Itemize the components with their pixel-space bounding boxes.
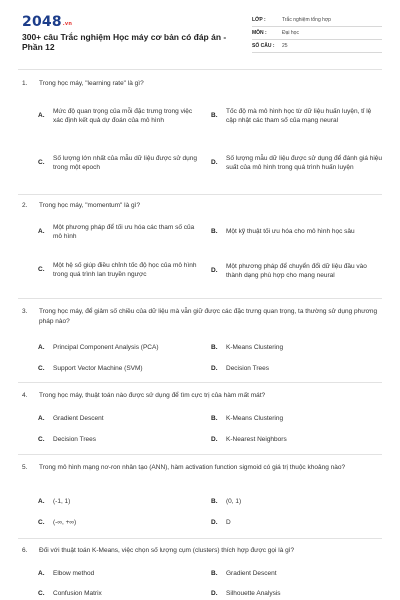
option-b[interactable] bbox=[211, 343, 383, 353]
option-letter: B. bbox=[211, 228, 218, 236]
meta-row-count bbox=[252, 40, 382, 53]
question-5 bbox=[22, 463, 382, 483]
option-letter: D. bbox=[211, 365, 218, 372]
document-title: 300+ câu Trắc nghiệm Học máy cơ bản có đáp án - Phần 12 bbox=[22, 32, 227, 52]
option-b[interactable] bbox=[211, 497, 383, 507]
question-text: Trong mô hình mạng nơ-ron nhân tạo (ANN), hàm activation function sigmoid có giá trị thuộc khoảng nào? bbox=[39, 464, 346, 471]
option-text: Principal Component Analysis (PCA) bbox=[53, 344, 159, 351]
option-d[interactable] bbox=[211, 364, 383, 374]
option-letter: C. bbox=[38, 590, 45, 597]
question-text: Trong học máy, thuật toán nào được sử dụng để tìm cực trị của hàm mất mát? bbox=[39, 392, 266, 399]
option-text: K-Means Clustering bbox=[226, 415, 284, 422]
option-a[interactable] bbox=[38, 414, 204, 424]
meta-key: SỐ CÂU : bbox=[252, 43, 275, 49]
divider bbox=[18, 538, 382, 539]
meta-value: Đại học bbox=[282, 30, 299, 36]
option-text: Số lượng mẫu dữ liệu được sử dụng để đánh giá hiệu suất của mô hình trong quá trình huấn luyện bbox=[226, 154, 383, 171]
divider bbox=[18, 454, 382, 455]
question-text: Trong học máy, "learning rate" là gì? bbox=[39, 80, 144, 87]
option-text: Decision Trees bbox=[53, 436, 96, 443]
option-text: Mức độ quan trọng của mỗi đặc trưng trong việc xác định kết quả dự đoán của mô hình bbox=[53, 107, 193, 124]
question-number: 1. bbox=[22, 80, 28, 87]
option-letter: B. bbox=[211, 415, 218, 422]
option-text: K-Nearest Neighbors bbox=[226, 436, 287, 443]
divider bbox=[18, 194, 382, 195]
option-text: Một kỹ thuật tối ưu hóa cho mô hình học sâu bbox=[226, 228, 355, 236]
site-logo[interactable] bbox=[22, 14, 72, 30]
divider bbox=[18, 298, 382, 299]
option-d[interactable] bbox=[211, 435, 383, 445]
page-header bbox=[0, 0, 400, 60]
option-text: Elbow method bbox=[53, 570, 95, 577]
option-letter: A. bbox=[38, 415, 45, 422]
option-c[interactable] bbox=[38, 148, 204, 178]
option-text: Tốc độ mà mô hình học từ dữ liệu huấn luyện, tỉ lệ cập nhật các tham số của mạng neural bbox=[226, 107, 372, 124]
meta-key: LỚP : bbox=[252, 17, 266, 23]
option-letter: C. bbox=[38, 266, 45, 274]
option-text: (-∞, +∞) bbox=[53, 519, 77, 526]
option-text: (-1, 1) bbox=[53, 498, 71, 505]
option-letter: B. bbox=[211, 498, 218, 505]
option-letter: C. bbox=[38, 519, 45, 526]
option-letter: C. bbox=[38, 159, 45, 167]
question-number: 6. bbox=[22, 547, 28, 554]
option-letter: A. bbox=[38, 228, 45, 236]
option-text: Support Vector Machine (SVM) bbox=[53, 365, 143, 372]
option-letter: B. bbox=[211, 344, 218, 351]
option-c[interactable] bbox=[38, 589, 204, 599]
meta-value: Trắc nghiệm tổng hợp bbox=[282, 17, 331, 23]
logo-suffix: .vn bbox=[62, 21, 73, 27]
question-number: 3. bbox=[22, 308, 28, 315]
option-b[interactable] bbox=[211, 222, 383, 242]
option-text: D bbox=[226, 519, 231, 526]
meta-value: 25 bbox=[282, 43, 288, 49]
question-number: 4. bbox=[22, 392, 28, 399]
option-text: Gradient Descent bbox=[53, 415, 104, 422]
document-meta bbox=[252, 14, 382, 53]
option-a[interactable] bbox=[38, 101, 204, 131]
option-text: Một hệ số giúp điều chỉnh tốc độ học của mô hình trong quá trình lan truyền ngược bbox=[53, 261, 197, 278]
option-letter: C. bbox=[38, 365, 45, 372]
option-letter: D. bbox=[211, 519, 218, 526]
option-d[interactable] bbox=[211, 518, 383, 528]
option-a[interactable] bbox=[38, 497, 204, 507]
option-a[interactable] bbox=[38, 569, 204, 579]
divider bbox=[18, 382, 382, 383]
option-text: (0, 1) bbox=[226, 498, 242, 505]
option-letter: D. bbox=[211, 267, 218, 275]
option-letter: A. bbox=[38, 344, 45, 351]
question-text: Trong học máy, "momentum" là gì? bbox=[39, 202, 141, 209]
option-d[interactable] bbox=[211, 148, 383, 178]
question-number: 5. bbox=[22, 464, 28, 471]
option-letter: A. bbox=[38, 112, 45, 120]
option-letter: B. bbox=[211, 112, 218, 120]
option-c[interactable] bbox=[38, 260, 204, 280]
option-letter: A. bbox=[38, 498, 45, 505]
option-d[interactable] bbox=[211, 589, 383, 599]
option-text: Một phương pháp để tối ưu hóa các tham số của mô hình bbox=[53, 223, 195, 240]
option-b[interactable] bbox=[211, 101, 383, 131]
option-c[interactable] bbox=[38, 435, 204, 445]
option-c[interactable] bbox=[38, 518, 204, 528]
meta-row-subject bbox=[252, 27, 382, 40]
question-text: Trong học máy, để giảm số chiều của dữ liệu mà vẫn giữ được các đặc trưng quan trọng, ta thường sử dụng phương pháp nào? bbox=[39, 308, 378, 325]
option-a[interactable] bbox=[38, 343, 204, 353]
option-letter: C. bbox=[38, 436, 45, 443]
question-number: 2. bbox=[22, 202, 28, 209]
meta-key: MÔN : bbox=[252, 30, 267, 36]
divider bbox=[18, 69, 382, 70]
option-text: Số lượng lớn nhất của mẫu dữ liệu được sử dụng trong một epoch bbox=[53, 154, 198, 171]
option-text: K-Means Clustering bbox=[226, 344, 284, 351]
question-3 bbox=[22, 307, 382, 327]
option-text: Một phương pháp để chuyển đổi dữ liệu đầu vào thành dạng phù hợp cho mạng neural bbox=[226, 262, 367, 279]
option-a[interactable] bbox=[38, 222, 204, 242]
option-letter: A. bbox=[38, 570, 45, 577]
option-text: Decision Trees bbox=[226, 365, 269, 372]
option-text: Confusion Matrix bbox=[53, 590, 102, 597]
option-b[interactable] bbox=[211, 569, 383, 579]
option-letter: B. bbox=[211, 570, 218, 577]
option-d[interactable] bbox=[211, 256, 383, 286]
meta-row-class bbox=[252, 14, 382, 27]
question-text: Đối với thuật toán K-Means, việc chọn số lượng cụm (clusters) thích hợp được gọi là gì? bbox=[39, 547, 295, 554]
option-text: Silhouette Analysis bbox=[226, 590, 281, 597]
option-letter: D. bbox=[211, 436, 218, 443]
option-letter: D. bbox=[211, 590, 218, 597]
option-text: Gradient Descent bbox=[226, 570, 277, 577]
option-c[interactable] bbox=[38, 364, 204, 374]
option-letter: D. bbox=[211, 159, 218, 167]
option-b[interactable] bbox=[211, 414, 383, 424]
logo-text: 2048 bbox=[22, 14, 62, 30]
